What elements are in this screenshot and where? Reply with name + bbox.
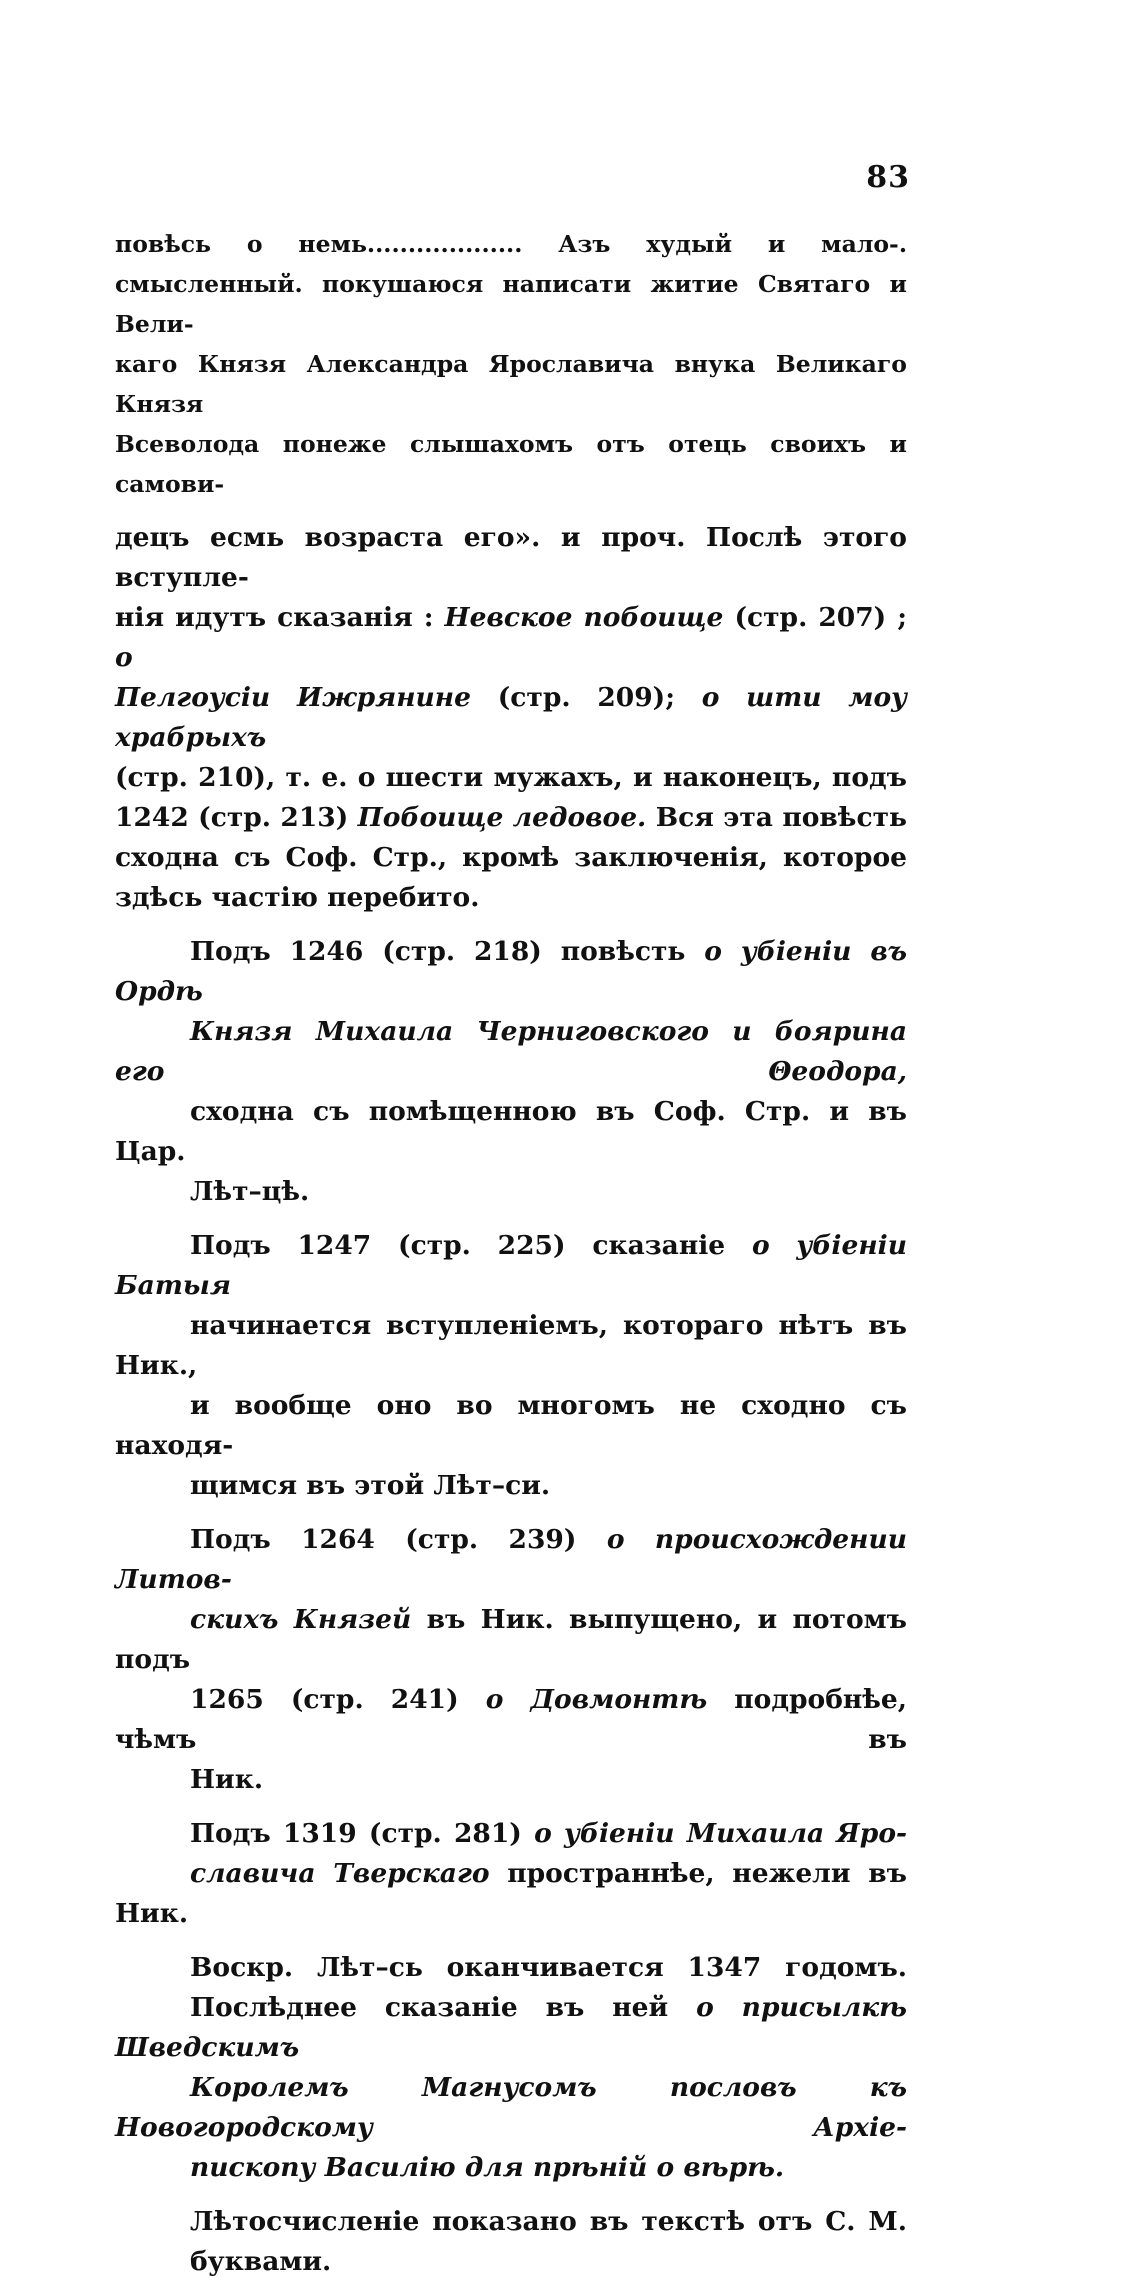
italic-text: Пелгоусіи Ижрянине bbox=[115, 682, 471, 713]
text-line bbox=[115, 1226, 907, 1306]
italic-text: скихъ Князей bbox=[190, 1604, 412, 1635]
text-line bbox=[115, 1760, 907, 1800]
paragraph bbox=[115, 1948, 907, 2188]
italic-text: Невское побоище bbox=[444, 602, 724, 633]
text-line bbox=[115, 1600, 907, 1680]
text-line bbox=[115, 1386, 907, 1466]
text-run: Послѣднее сказаніе въ ней bbox=[190, 1992, 697, 2023]
text-line bbox=[115, 2242, 907, 2282]
italic-text: пископу Василію для прѣній о вѣрѣ. bbox=[190, 2152, 785, 2183]
text-run: повѣсь о немь................... Азъ худый и мало-. bbox=[115, 230, 907, 258]
text-line bbox=[115, 1854, 907, 1934]
italic-text: о убіеніи Батыя bbox=[115, 1230, 907, 1301]
text-line bbox=[115, 344, 907, 424]
italic-text: Побоище ледовое. bbox=[357, 802, 647, 833]
paragraph bbox=[115, 224, 907, 504]
text-line bbox=[115, 264, 907, 344]
text-line bbox=[115, 878, 907, 918]
paragraph bbox=[115, 518, 907, 918]
text-run: Лѣтосчисленіе показано въ текстѣ отъ С. М. bbox=[190, 2206, 907, 2237]
text-line bbox=[115, 518, 907, 598]
text-line bbox=[115, 598, 907, 678]
text-line bbox=[115, 932, 907, 1012]
text-line bbox=[115, 1012, 907, 1092]
text-line bbox=[115, 1680, 907, 1760]
text-line bbox=[115, 1092, 907, 1172]
text-line bbox=[115, 2202, 907, 2242]
text-run: (стр. 209); bbox=[470, 682, 702, 713]
text-line bbox=[115, 1306, 907, 1386]
text-run: смысленный. покушаюся написати житие Святаго и Вели- bbox=[115, 270, 907, 338]
text-run: (стр. 210), т. е. о шести мужахъ, и наконецъ, подъ bbox=[115, 762, 907, 793]
text-run: Подъ 1247 (стр. 225) сказаніе bbox=[190, 1230, 752, 1261]
italic-text: о bbox=[115, 642, 133, 673]
text-line bbox=[115, 798, 907, 838]
text-run: Подъ 1246 (стр. 218) повѣсть bbox=[190, 936, 705, 967]
italic-text: Королемъ Магнусомъ пословъ къ Новогородскому Архіе- bbox=[115, 2072, 907, 2143]
page-text bbox=[115, 224, 907, 2282]
text-run: въ Ник. выпущено, и потомъ подъ bbox=[115, 1604, 908, 1675]
text-run: буквами. bbox=[190, 2246, 332, 2277]
page-number: 83 bbox=[866, 160, 910, 195]
text-run: Всеволода понеже слышахомъ отъ отець своихъ и самови- bbox=[115, 430, 907, 498]
text-run: и вообще оно во многомъ не сходно съ находя- bbox=[115, 1390, 907, 1461]
paragraph bbox=[115, 1520, 907, 1800]
text-line bbox=[115, 2068, 907, 2148]
text-run: нія идутъ сказанія : bbox=[115, 602, 445, 633]
paragraph bbox=[115, 1814, 907, 1934]
text-run: сходна съ Соф. Стр., кромѣ заключенія, которое bbox=[115, 842, 907, 873]
italic-text: о убіеніи въ Ордѣ bbox=[115, 936, 908, 1007]
text-run: сходна съ помѣщенною въ Соф. Стр. и въ Цар. bbox=[115, 1096, 907, 1167]
text-run: Подъ 1264 (стр. 239) bbox=[190, 1524, 607, 1555]
text-run: Вся эта повѣсть bbox=[646, 802, 907, 833]
text-line bbox=[115, 224, 907, 264]
italic-text: славича Тверскаго bbox=[190, 1858, 490, 1889]
text-run: Лѣт–цѣ. bbox=[190, 1176, 310, 1207]
text-run: Подъ 1319 (стр. 281) bbox=[190, 1818, 535, 1849]
text-line bbox=[115, 2148, 907, 2188]
paragraph bbox=[115, 932, 907, 1212]
italic-text: о убіеніи Михаила Яро- bbox=[534, 1818, 907, 1849]
paragraph bbox=[115, 1226, 907, 1506]
text-run: Ник. bbox=[190, 1764, 264, 1795]
italic-text: о Довмонтѣ bbox=[485, 1684, 708, 1715]
text-line bbox=[115, 1172, 907, 1212]
text-line bbox=[115, 1814, 907, 1854]
text-run: пространнѣе, нежели въ Ник. bbox=[115, 1858, 907, 1929]
text-line bbox=[115, 838, 907, 878]
text-line bbox=[115, 758, 907, 798]
text-run: начинается вступленіемъ, котораго нѣтъ въ Ник., bbox=[115, 1310, 907, 1381]
text-line bbox=[115, 1466, 907, 1506]
text-line bbox=[115, 1520, 907, 1600]
italic-text: Князя Михаила Черниговского и боярина его Θеодора, bbox=[115, 1016, 907, 1087]
italic-text: о происхождении Литов- bbox=[115, 1524, 907, 1595]
text-run: 1242 (стр. 213) bbox=[115, 802, 358, 833]
text-line bbox=[115, 1948, 907, 1988]
text-run: щимся въ этой Лѣт–си. bbox=[190, 1470, 551, 1501]
paragraph bbox=[115, 2202, 907, 2282]
text-run: подробнѣе, чѣмъ въ bbox=[115, 1684, 907, 1755]
text-run: каго Князя Александра Ярославича внука Великаго Князя bbox=[115, 350, 907, 418]
italic-text: о присылкѣ Шведскимъ bbox=[115, 1992, 907, 2063]
text-line bbox=[115, 1988, 907, 2068]
text-run: здѣсь частію перебито. bbox=[115, 882, 480, 913]
text-line bbox=[115, 678, 907, 758]
text-run: 1265 (стр. 241) bbox=[190, 1684, 486, 1715]
text-line bbox=[115, 424, 907, 504]
text-run: Воскр. Лѣт–сь оканчивается 1347 годомъ. bbox=[190, 1952, 907, 1983]
italic-text: о шти моу храбрыхъ bbox=[115, 682, 907, 753]
text-run: децъ есмь возраста его». и проч. Послѣ этого вступле- bbox=[115, 522, 907, 593]
text-run: (стр. 207) ; bbox=[723, 602, 908, 633]
